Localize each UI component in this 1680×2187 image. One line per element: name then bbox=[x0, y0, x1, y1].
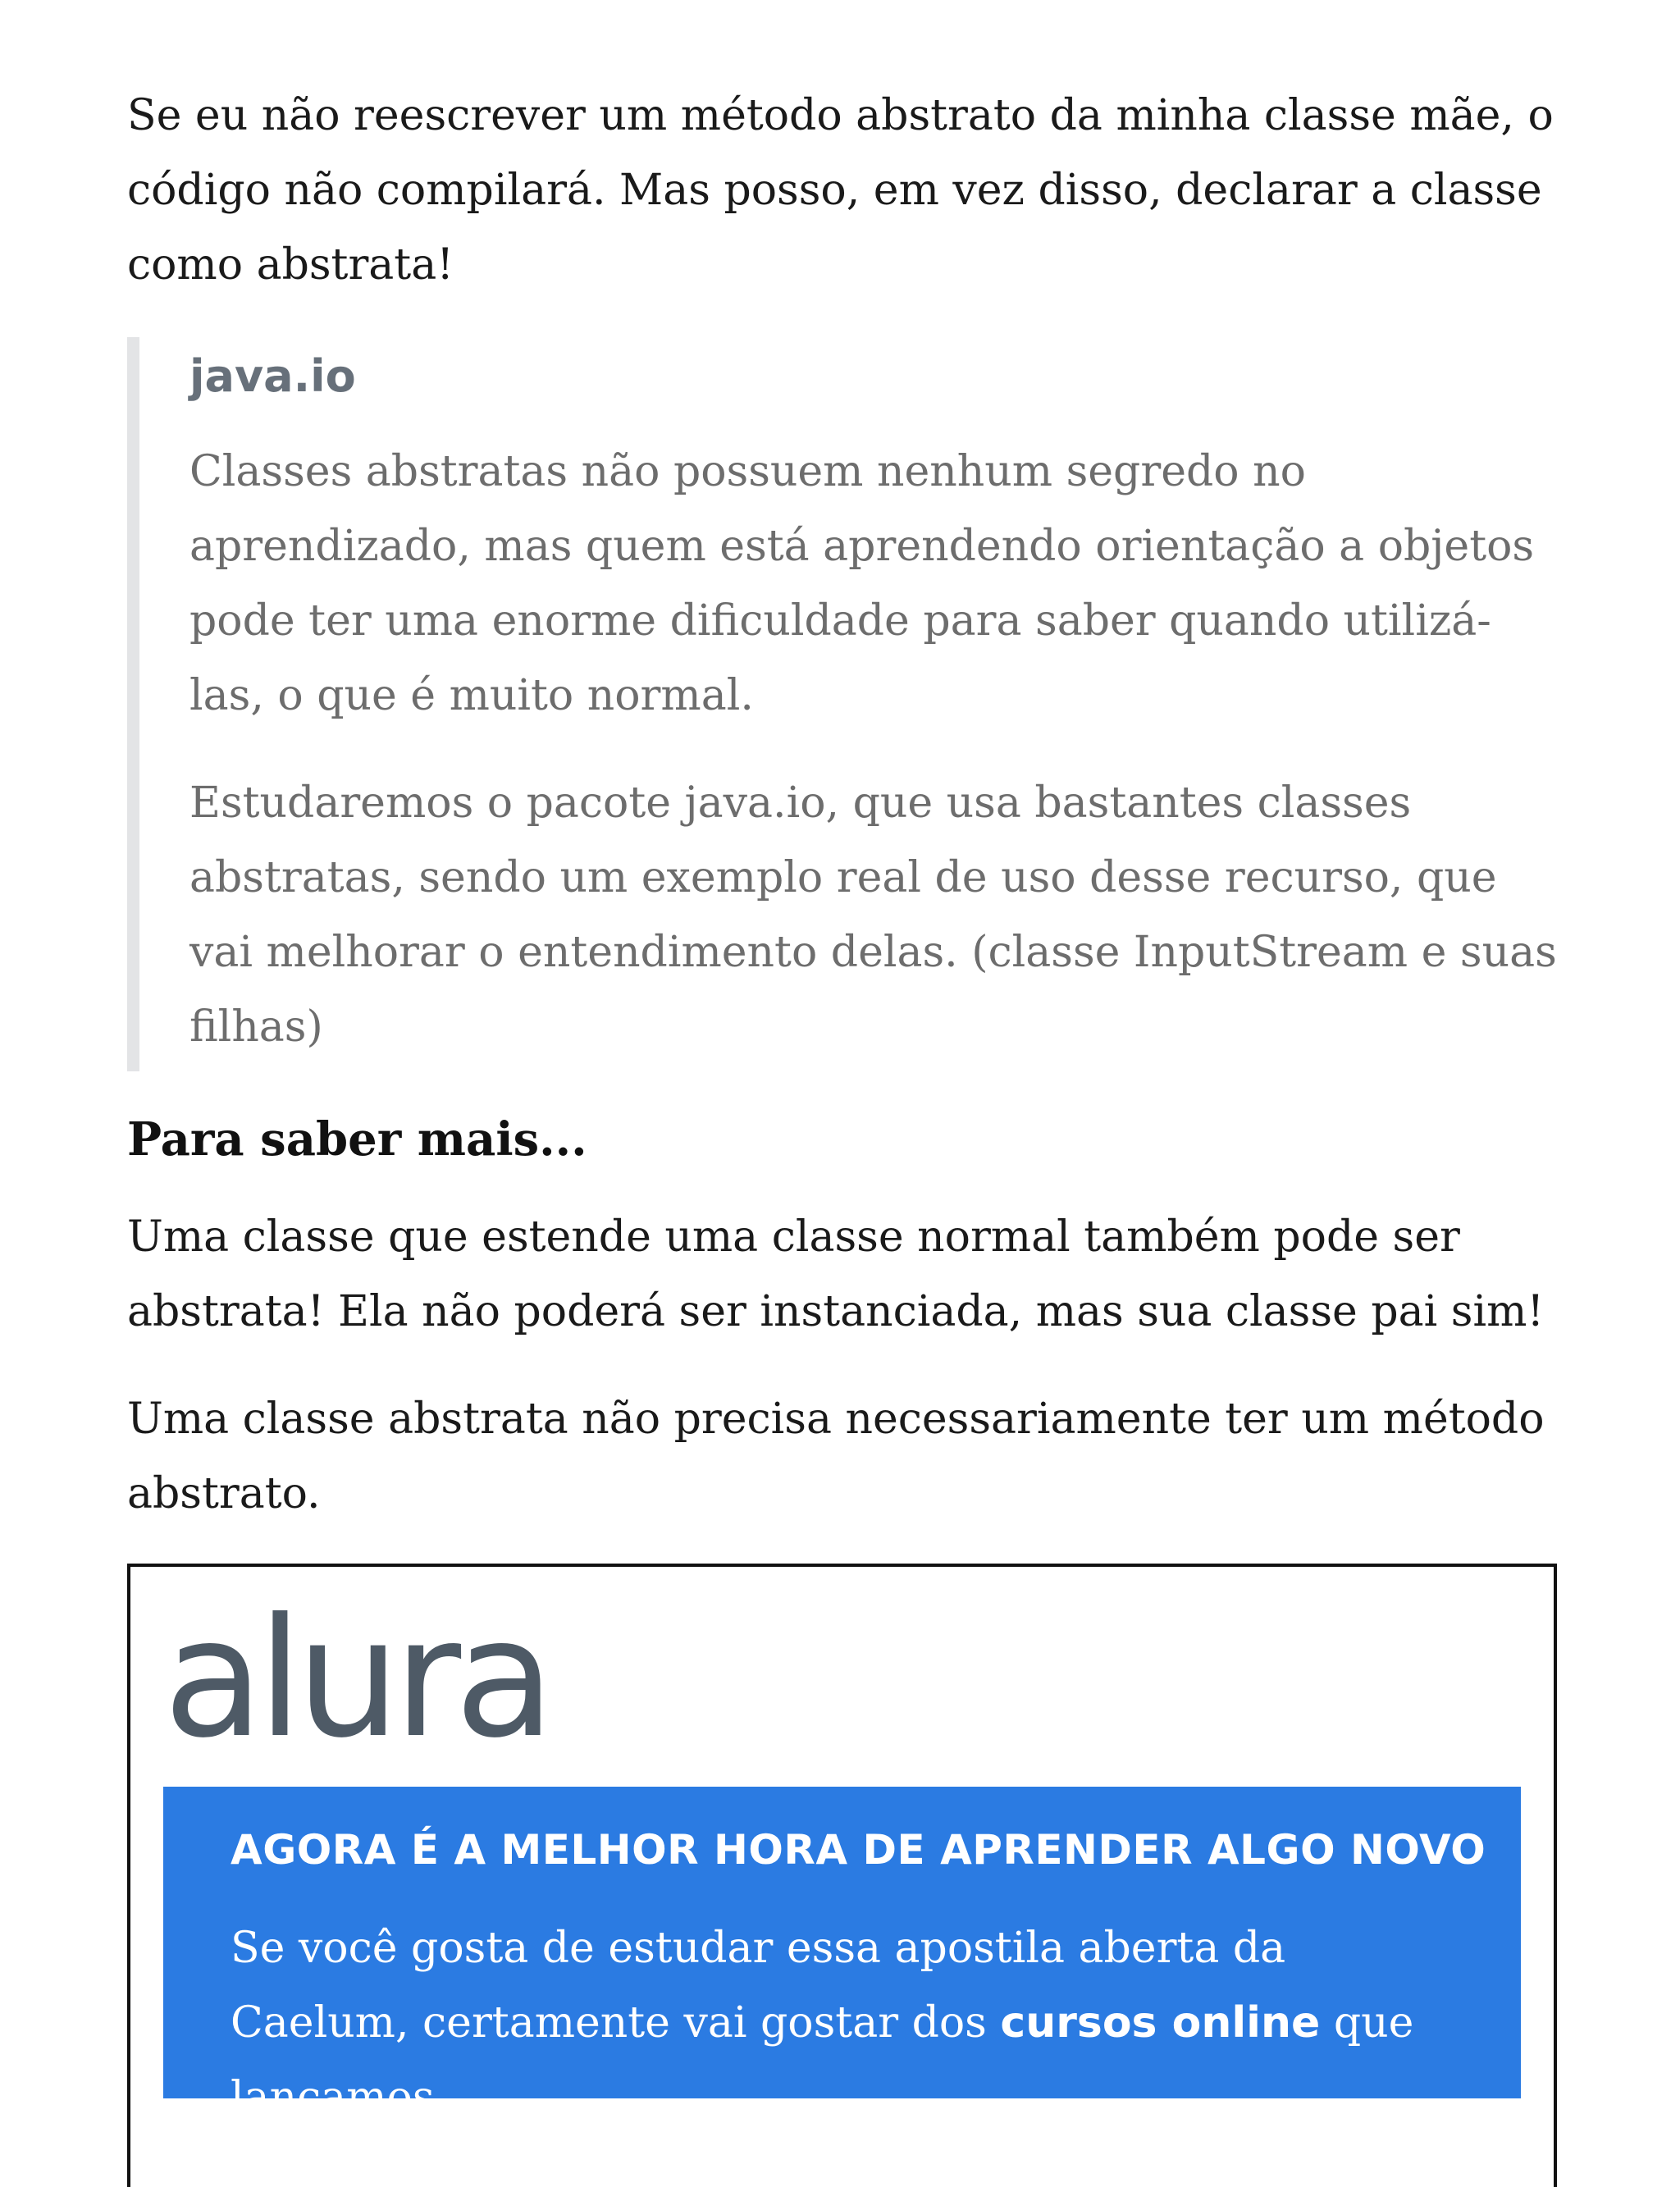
alura-promo-banner[interactable] bbox=[163, 1787, 1521, 2122]
callout-blockquote bbox=[127, 337, 1557, 1071]
banner-text bbox=[231, 1911, 1472, 2135]
section-paragraph-2: Uma classe abstrata não precisa necessariamente ter um método abstrato. bbox=[127, 1395, 1545, 1518]
section-heading: Para saber mais... bbox=[127, 1112, 587, 1167]
banner-text-before: Se você gosta de estudar essa apostila aberta da Caelum, certamente vai gostar dos bbox=[231, 1924, 1286, 2048]
callout-paragraph-2: Estudaremos o pacote java.io, que usa bastantes classes abstratas, sendo um exemplo real de uso desse recurso, que vai melhorar o entendimento delas. (classe InputStream e suas filhas) bbox=[189, 778, 1557, 1052]
intro-paragraph: Se eu não reescrever um método abstrato da minha classe mãe, o código não compilará. Mas posso, em vez disso, declarar a classe como abstrata! bbox=[127, 91, 1554, 290]
banner-text-bold[interactable]: cursos online bbox=[1000, 1998, 1321, 2048]
banner-text-after: que lançamos bbox=[231, 1998, 1414, 2122]
alura-logo[interactable] bbox=[163, 1583, 549, 1774]
banner-title: AGORA É A MELHOR HORA DE APRENDER ALGO NOVO bbox=[231, 1826, 1486, 1874]
callout-paragraph-1: Classes abstratas não possuem nenhum segredo no aprendizado, mas quem está aprendendo orientação a objetos pode ter uma enorme dificuldade para saber quando utilizá-las, o que é muito normal. bbox=[189, 447, 1535, 720]
callout-title: java.io bbox=[189, 350, 356, 402]
alura-ad-box[interactable] bbox=[127, 1564, 1557, 2187]
alura-logo-text: alura bbox=[163, 1583, 549, 1774]
section-paragraph-1: Uma classe que estende uma classe normal também pode ser abstrata! Ela não poderá ser instanciada, mas sua classe pai sim! bbox=[127, 1212, 1545, 1336]
